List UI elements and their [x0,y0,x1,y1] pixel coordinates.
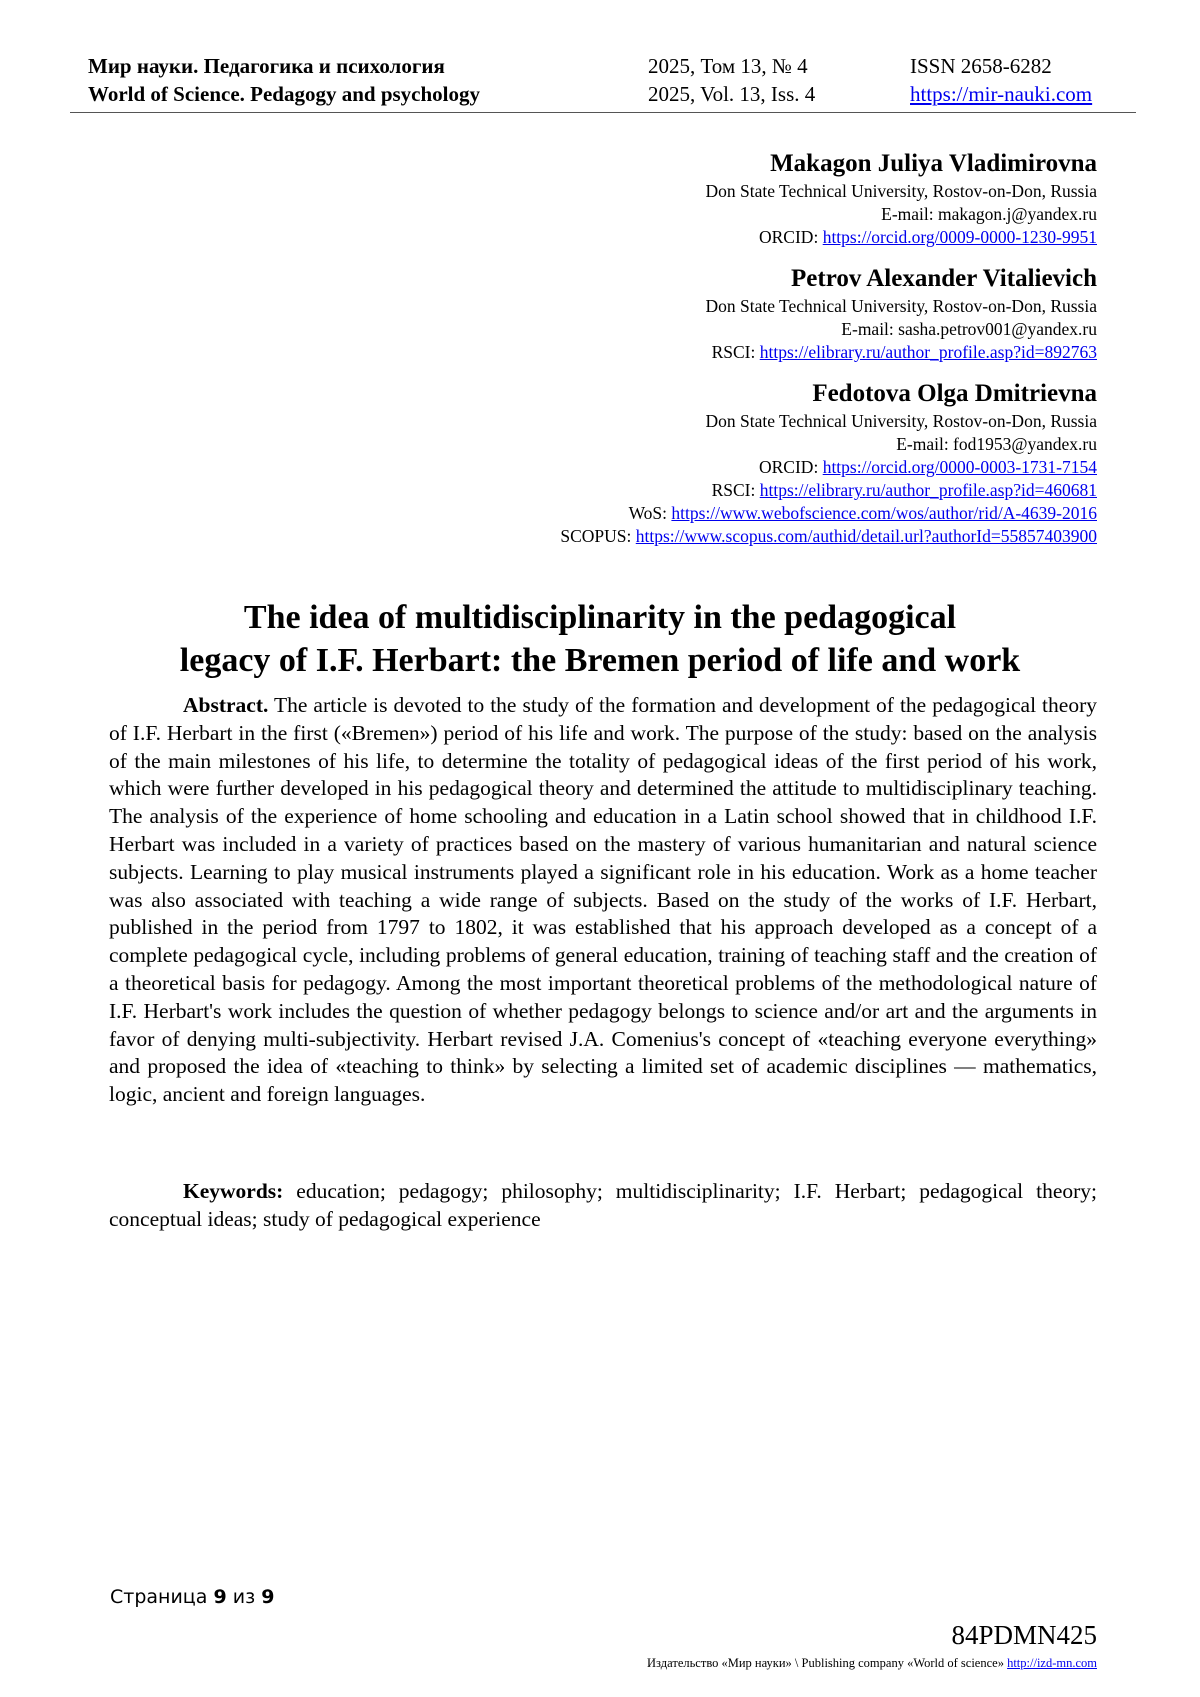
author-id-orcid [337,456,1097,479]
author-id-rsci [337,341,1097,364]
author-affiliation: Don State Technical University, Rostov-on-Don, Russia [705,296,1097,316]
issn: ISSN 2658-6282 [910,54,1052,78]
wos-link[interactable]: https://www.webofscience.com/wos/author/rid/A-4639-2016 [671,503,1097,523]
page-current: 9 [213,1586,227,1608]
article-code: 84PDMN425 [951,1620,1097,1650]
author-email: E-mail: fod1953@yandex.ru [896,434,1097,454]
publisher-link[interactable]: http://izd-mn.com [1007,1656,1097,1670]
issn-info [910,52,1092,108]
rsci-link[interactable]: https://elibrary.ru/author_profile.asp?id=460681 [759,480,1097,500]
abstract-text: The article is devoted to the study of the formation and development of the pedagogical theory of I.F. Herbart in the first («Bremen») period of his life and work. The purpose of the study: based on the analysis of the main milestones of his life, to determine the totality of pedagogical ideas of the first period of his work, which were further developed in his pedagogical theory and determined the attitude to multidisciplinary teaching. The analysis of the experience of home schooling and education in a Latin school showed that in childhood I.F. Herbart was included in a variety of practices based on the mastery of various humanitarian and natural science subjects. Learning to play musical instruments played a significant role in his education. Work as a home teacher was also associated with teaching a wide range of subjects. Based on the study of the works of I.F. Herbart, published in the period from 1797 to 1802, it was established that his approach developed as a concept of a complete pedagogical cycle, including problems of general education, training of teaching staff and the creation of a theoretical basis for pedagogy. Among the most important theoretical problems of the methodological nature of I.F. Herbart's work includes the question of whether pedagogy belongs to science and/or art and the arguments in favor of denying multi-subjectivity. Herbart revised J.A. Comenius's concept of «teaching everyone everything» and proposed the idea of «teaching to think» by selecting a limited set of academic disciplines — mathematics, logic, ancient and foreign languages. [109,693,1097,1107]
article-title [100,596,1100,682]
author-affiliation: Don State Technical University, Rostov-on-Don, Russia [705,181,1097,201]
page-separator: из [232,1586,256,1608]
publisher-line [647,1656,1097,1671]
title-line-2: legacy of I.F. Herbart: the Bremen period of life and work [179,642,1021,679]
keywords-text: education; pedagogy; philosophy; multidisciplinarity; I.F. Herbart; pedagogical theory; conceptual ideas; study of pedagogical experience [109,1179,1097,1231]
header-divider [70,112,1136,113]
author-block [337,148,1097,562]
author-email: E-mail: sasha.petrov001@yandex.ru [841,319,1097,339]
author-name: Fedotova Olga Dmitrievna [812,380,1097,407]
title-line-1: The idea of multidisciplinarity in the pedagogical [243,599,957,636]
id-label: RSCI: [711,342,756,362]
id-label: ORCID: [759,457,819,477]
journal-title [88,52,480,108]
volume-ru: 2025, Том 13, № 4 [648,54,808,78]
id-label: SCOPUS: [560,526,632,546]
author-2 [337,263,1097,364]
journal-website-link[interactable]: https://mir-nauki.com [910,82,1093,106]
volume-info [648,52,815,108]
orcid-link[interactable]: https://orcid.org/0000-0003-1731-7154 [822,457,1097,477]
abstract [109,692,1097,1109]
author-id-scopus [337,525,1097,548]
page-prefix: Страница [110,1586,208,1608]
author-1 [337,148,1097,249]
id-label: ORCID: [759,227,819,247]
keywords-label: Keywords: [183,1179,284,1203]
publisher-text: Издательство «Мир науки» \ Publishing company «World of science» [647,1656,1004,1670]
volume-en: 2025, Vol. 13, Iss. 4 [648,82,816,106]
author-affiliation: Don State Technical University, Rostov-on-Don, Russia [705,411,1097,431]
author-name: Petrov Alexander Vitalievich [791,265,1097,292]
page-header [88,52,1134,112]
author-id-rsci [337,479,1097,502]
id-label: WoS: [628,503,668,523]
page-counter [110,1586,274,1608]
author-email: E-mail: makagon.j@yandex.ru [881,204,1097,224]
rsci-link[interactable]: https://elibrary.ru/author_profile.asp?id=892763 [759,342,1097,362]
author-3 [337,378,1097,548]
orcid-link[interactable]: https://orcid.org/0009-0000-1230-9951 [822,227,1097,247]
id-label: RSCI: [711,480,756,500]
author-id-orcid [337,226,1097,249]
author-name: Makagon Juliya Vladimirovna [770,150,1097,177]
author-id-wos [337,502,1097,525]
page-total: 9 [261,1586,275,1608]
scopus-link[interactable]: https://www.scopus.com/authid/detail.url?authorId=55857403900 [635,526,1097,546]
journal-title-ru: Мир науки. Педагогика и психология [88,54,445,78]
abstract-label: Abstract. [183,693,269,717]
keywords [109,1178,1097,1234]
journal-title-en: World of Science. Pedagogy and psychology [88,82,481,106]
